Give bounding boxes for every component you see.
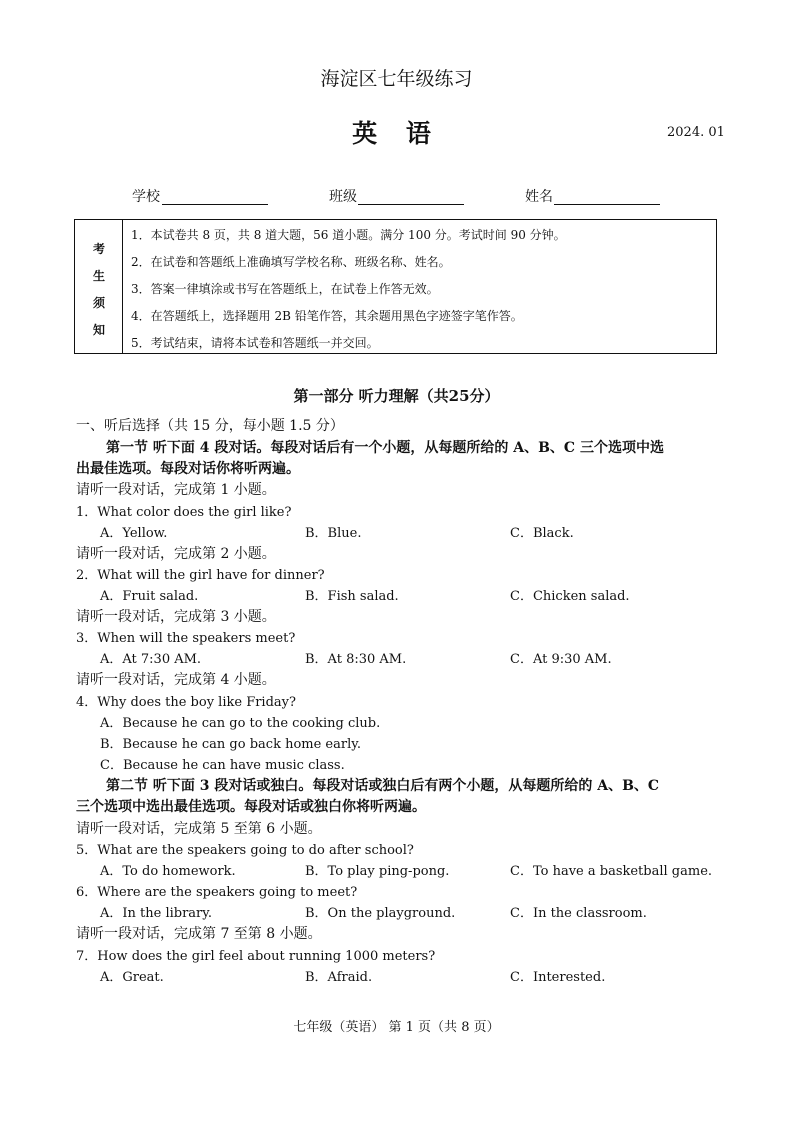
notice-label-char: 知	[92, 323, 105, 337]
part1-title: 第一部分 听力理解（共25分）	[293, 387, 500, 405]
notice-item: 4．在答题纸上，选择题用 2B 铅笔作答，其余题用黑色字迹签字笔作答。	[131, 309, 523, 323]
q1-option-c: C．Black.	[510, 526, 574, 541]
exam-date: 2024. 01	[667, 125, 725, 140]
q2-option-b: B．Fish salad.	[305, 589, 399, 604]
q3-option-c: C．At 9:30 AM.	[510, 652, 612, 667]
notice-item: 5．考试结束，请将本试卷和答题纸一并交回。	[131, 336, 379, 350]
page-footer: 七年级（英语） 第 1 页（共 8 页）	[293, 1020, 500, 1035]
name-field[interactable]	[554, 204, 660, 205]
q1-option-b: B．Blue.	[305, 526, 362, 541]
question-5: 5．What are the speakers going to do after school?	[76, 843, 414, 858]
dialogue-prompt: 请听一段对话，完成第 3 小题。	[76, 609, 276, 625]
school-label: 学校	[132, 189, 160, 205]
sub2-instructions-cont: 三个选项中选出最佳选项。每段对话或独白你将听两遍。	[76, 799, 426, 815]
q3-option-a: A．At 7:30 AM.	[100, 652, 202, 667]
sub1-instructions: 第一节 听下面 4 段对话。每段对话后有一个小题，从每题所给的 A、B、C 三个选项中选	[106, 440, 664, 456]
q5-option-b: B．To play ping-pong.	[305, 864, 450, 879]
q3-option-b: B．At 8:30 AM.	[305, 652, 407, 667]
dialogue-prompt: 请听一段对话，完成第 4 小题。	[76, 672, 276, 688]
dialogue-prompt: 请听一段对话，完成第 2 小题。	[76, 546, 276, 562]
question-7: 7．How does the girl feel about running 1000 meters?	[76, 949, 436, 964]
notice-label-char: 生	[92, 269, 105, 283]
exam-title: 海淀区七年级练习	[320, 68, 473, 90]
school-field[interactable]	[162, 204, 268, 205]
question-1: 1．What color does the girl like?	[76, 505, 292, 520]
dialogue-prompt: 请听一段对话，完成第 1 小题。	[76, 482, 276, 498]
q2-option-c: C．Chicken salad.	[510, 589, 630, 604]
question-2: 2．What will the girl have for dinner?	[76, 568, 325, 583]
notice-label	[75, 220, 123, 353]
q7-option-c: C．Interested.	[510, 970, 606, 985]
notice-label-char: 考	[92, 242, 105, 256]
q4-option-c: C．Because he can have music class.	[100, 758, 345, 773]
q4-option-b: B．Because he can go back home early.	[100, 737, 361, 752]
question-4: 4．Why does the boy like Friday?	[76, 695, 296, 710]
notice-label-char: 须	[92, 296, 105, 310]
q1-option-a: A．Yellow.	[100, 526, 168, 541]
q5-option-a: A．To do homework.	[100, 864, 236, 879]
sub2-instructions: 第二节 听下面 3 段对话或独白。每段对话或独白后有两个小题，从每题所给的 A、B、C	[106, 778, 660, 794]
question-6: 6．Where are the speakers going to meet?	[76, 885, 358, 900]
question-3: 3．When will the speakers meet?	[76, 631, 296, 646]
exam-notice-box	[74, 219, 717, 354]
q6-option-b: B．On the playground.	[305, 906, 456, 921]
name-label: 姓名	[525, 189, 553, 205]
dialogue-prompt: 请听一段对话，完成第 5 至第 6 小题。	[76, 821, 322, 837]
sub1-instructions-cont: 出最佳选项。每段对话你将听两遍。	[76, 461, 300, 477]
q2-option-a: A．Fruit salad.	[100, 589, 199, 604]
notice-item: 1．本试卷共 8 页，共 8 道大题，56 道小题。满分 100 分。考试时间 90 分钟。	[131, 228, 566, 242]
q6-option-a: A．In the library.	[100, 906, 213, 921]
q5-option-c: C．To have a basketball game.	[510, 864, 713, 879]
q4-option-a: A．Because he can go to the cooking club.	[100, 716, 381, 731]
q7-option-b: B．Afraid.	[305, 970, 373, 985]
class-field[interactable]	[358, 204, 464, 205]
q7-option-a: A．Great.	[100, 970, 164, 985]
subject-title: 英 语	[352, 119, 441, 148]
section1-title: 一、听后选择（共 15 分，每小题 1.5 分）	[76, 418, 344, 434]
class-label: 班级	[329, 189, 357, 205]
notice-item: 2．在试卷和答题纸上准确填写学校名称、班级名称、姓名。	[131, 255, 451, 269]
dialogue-prompt: 请听一段对话，完成第 7 至第 8 小题。	[76, 926, 322, 942]
notice-item: 3．答案一律填涂或书写在答题纸上，在试卷上作答无效。	[131, 282, 439, 296]
q6-option-c: C．In the classroom.	[510, 906, 647, 921]
